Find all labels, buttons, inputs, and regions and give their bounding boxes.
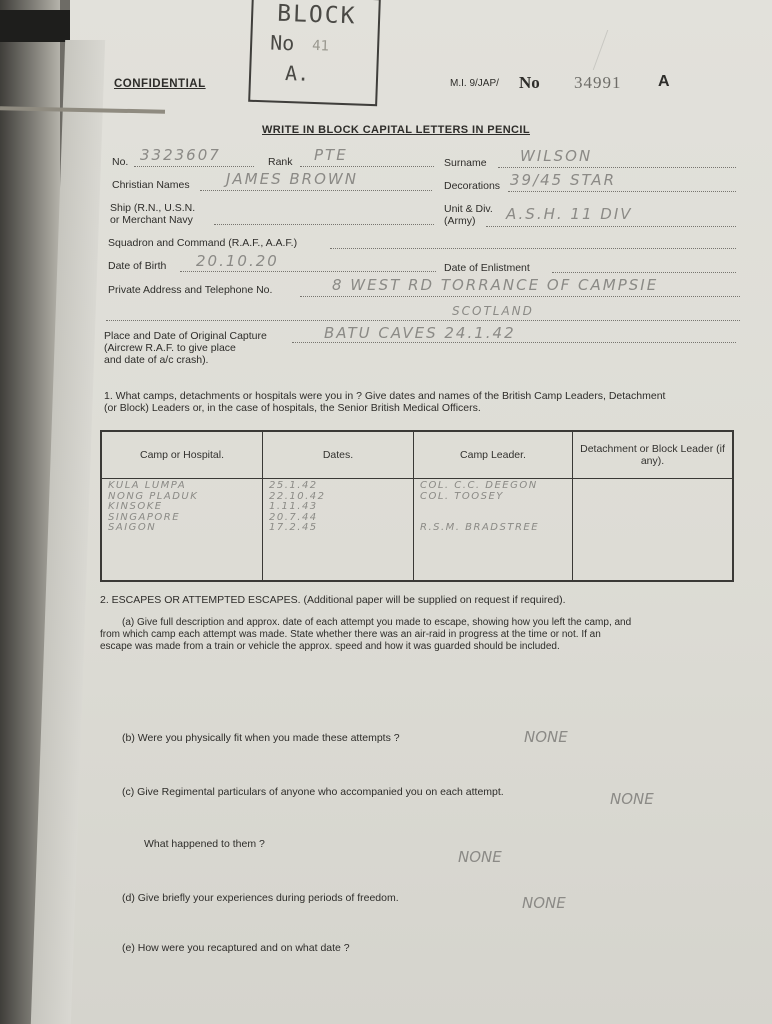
confidential-label: CONFIDENTIAL	[114, 78, 206, 90]
question-1-line-2: (or Block) Leaders or, in the case of hospitals, the Senior British Medical Officers.	[104, 402, 481, 414]
header-dates: Dates.	[263, 431, 414, 479]
ship-label-2: or Merchant Navy	[110, 214, 193, 226]
question-2c-followup: What happened to them ?	[144, 838, 265, 850]
question-1-line-1: 1. What camps, detachments or hospitals were you in ? Give dates and names of the British Camp Leaders, Detachment	[104, 390, 666, 402]
stamp-number: 41	[311, 37, 330, 55]
binder-strip	[0, 10, 70, 42]
dob-label: Date of Birth	[108, 260, 167, 272]
dates-cell[interactable]	[263, 479, 414, 582]
christian-names-line	[200, 190, 432, 191]
dob-value[interactable]: 20.10.20	[196, 252, 279, 270]
question-2d: (d) Give briefly your experiences during periods of freedom.	[122, 892, 399, 904]
surname-line	[498, 167, 736, 168]
enlistment-line	[552, 272, 736, 273]
camp-entry: KINSOKE	[108, 501, 163, 512]
date-entry: 1.11.43	[269, 501, 318, 512]
question-2a-line-1: (a) Give full description and approx. date of each attempt you made to escape, showing how you left the camp, and	[122, 617, 632, 628]
rank-line	[300, 166, 434, 167]
capture-label-2: (Aircrew R.A.F. to give place	[104, 342, 236, 354]
unit-label-1: Unit & Div.	[444, 203, 493, 215]
question-2d-answer[interactable]: NONE	[522, 894, 566, 912]
ship-line	[214, 224, 434, 225]
reference-code: M.I. 9/JAP/	[450, 78, 499, 89]
date-entry: 25.1.42	[269, 480, 318, 491]
camp-entry: NONG PLADUK	[108, 490, 199, 502]
question-2e: (e) How were you recaptured and on what date ?	[122, 942, 350, 954]
capture-line	[292, 342, 736, 343]
dob-line	[180, 271, 436, 272]
address-value-2[interactable]: SCOTLAND	[452, 304, 534, 318]
form-instruction: WRITE IN BLOCK CAPITAL LETTERS IN PENCIL	[262, 124, 530, 136]
stamp-line-3: A.	[284, 60, 310, 86]
leader-entry	[420, 502, 566, 513]
block-stamp	[248, 0, 381, 106]
address-line-2	[106, 320, 740, 321]
squadron-label: Squadron and Command (R.A.F., A.A.F.)	[108, 237, 298, 249]
address-value[interactable]: 8 WEST RD TORRANCE OF CAMPSIE	[332, 276, 659, 294]
date-entry: 22.10.42	[269, 490, 326, 502]
surname-label: Surname	[444, 157, 487, 169]
question-2b-answer[interactable]: NONE	[524, 728, 568, 746]
header-camp: Camp or Hospital.	[101, 431, 263, 479]
unit-line	[486, 226, 736, 227]
no-value[interactable]: 3323607	[140, 146, 221, 164]
header-camp-leader: Camp Leader.	[414, 431, 573, 479]
capture-value[interactable]: BATU CAVES 24.1.42	[324, 324, 516, 342]
decorations-line	[508, 191, 736, 192]
decorations-label: Decorations	[444, 180, 501, 192]
question-2c: (c) Give Regimental particulars of anyone who accompanied you on each attempt.	[122, 786, 504, 798]
camp-entry: KULA LUMPA	[108, 480, 187, 491]
camps-cell[interactable]	[101, 479, 263, 582]
unit-value[interactable]: A.S.H. 11 DIV	[506, 205, 633, 223]
header-detachment-leader: Detachment or Block Leader (if any).	[573, 431, 734, 479]
form-suffix: A	[658, 73, 670, 90]
enlistment-label: Date of Enlistment	[444, 262, 530, 274]
camp-entry: SAIGON	[108, 522, 157, 533]
question-2-heading: 2. ESCAPES OR ATTEMPTED ESCAPES. (Additional paper will be supplied on request if required).	[100, 594, 566, 606]
squadron-line	[330, 248, 736, 249]
rank-label: Rank	[268, 156, 293, 168]
question-2c-answer[interactable]: NONE	[610, 790, 654, 808]
detachment-cell[interactable]	[573, 479, 734, 582]
no-line	[134, 166, 254, 167]
unit-label-2: (Army)	[444, 215, 476, 227]
camp-entry: SINGAPORE	[108, 511, 181, 523]
question-2b: (b) Were you physically fit when you made these attempts ?	[122, 732, 400, 744]
no-label: No.	[112, 156, 129, 168]
camps-table	[100, 430, 734, 582]
date-entry: 20.7.44	[269, 511, 318, 523]
address-label: Private Address and Telephone No.	[108, 284, 273, 296]
date-entry: 17.2.45	[269, 522, 318, 533]
question-2a-line-2: from which camp each attempt was made. State whether there was an air-raid in progress at the time or not. If an	[100, 629, 601, 640]
leaders-cell[interactable]	[414, 479, 573, 582]
stamp-line-2: No	[269, 30, 295, 56]
address-line	[300, 296, 740, 297]
christian-names-value[interactable]: JAMES BROWN	[226, 170, 358, 188]
stamp-line-1: BLOCK	[276, 0, 357, 30]
form-number: 34991	[574, 73, 622, 92]
capture-label-3: and date of a/c crash).	[104, 354, 209, 366]
surname-value[interactable]: WILSON	[520, 147, 593, 165]
question-2a-line-3: escape was made from a train or vehicle the approx. speed and how it was guarded should be included.	[100, 641, 560, 652]
christian-names-label: Christian Names	[112, 179, 190, 191]
question-2c-followup-answer[interactable]: NONE	[458, 848, 502, 866]
decorations-value[interactable]: 39/45 STAR	[510, 171, 616, 189]
leader-entry: COL. C.C. DEEGON	[420, 480, 538, 491]
ship-label-1: Ship (R.N., U.S.N.	[110, 202, 196, 214]
rank-value[interactable]: PTE	[314, 146, 348, 164]
number-prefix: No	[519, 73, 540, 92]
leader-entry: R.S.M. BRADSTREE	[420, 522, 540, 533]
capture-label-1: Place and Date of Original Capture	[104, 330, 267, 342]
leader-entry: COL. TOOSEY	[420, 490, 504, 502]
